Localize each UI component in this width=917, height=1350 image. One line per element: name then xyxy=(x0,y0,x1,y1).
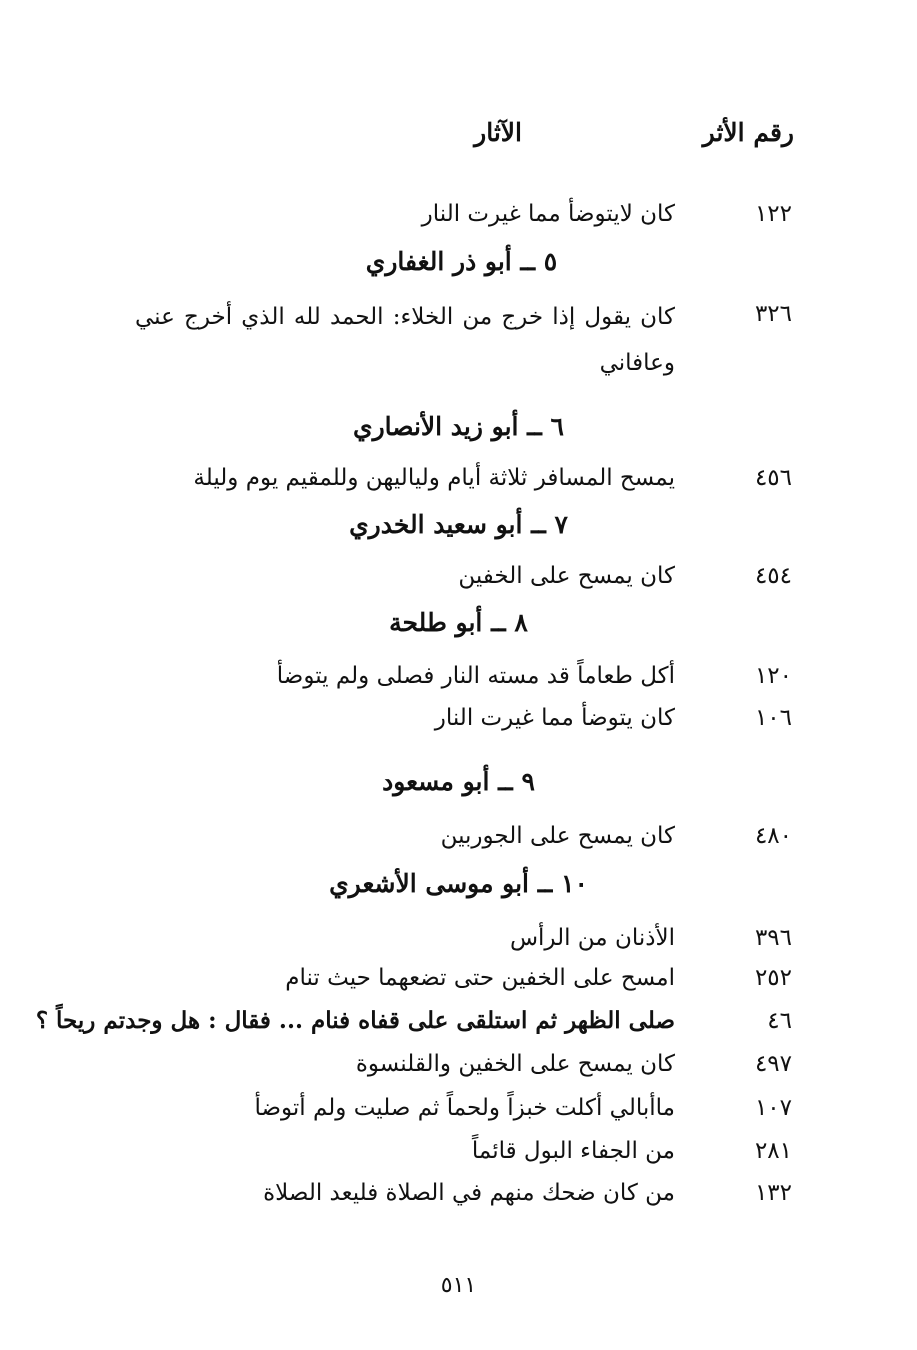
section-heading xyxy=(0,767,917,796)
entry-number: ٣٩٦ xyxy=(754,925,792,951)
table-row xyxy=(0,558,917,594)
entry-text: امسح على الخفين حتى تضعهما حيث تنام xyxy=(285,965,675,991)
entry-number: ٢٥٢ xyxy=(754,965,792,991)
section-title: ٨ ــ أبو طلحة xyxy=(389,608,528,637)
section-heading xyxy=(0,510,917,539)
entry-text: صلى الظهر ثم استلقى على قفاه فنام ... فقال : هل وجدتم ريحاً ؟ xyxy=(35,1007,675,1034)
entry-text: كان لايتوضأ مما غيرت النار xyxy=(421,201,675,227)
entry-number: ١٢٠ xyxy=(754,663,792,689)
table-row xyxy=(0,1133,917,1169)
entry-number: ١٠٧ xyxy=(754,1095,792,1121)
table-row xyxy=(0,960,917,996)
section-title: ١٠ ــ أبو موسى الأشعري xyxy=(329,869,588,898)
table-row xyxy=(0,1046,917,1082)
column-header-number: رقم الأثر xyxy=(702,118,794,147)
section-heading xyxy=(0,869,917,898)
entry-text: كان يقول إذا خرج من الخلاء: الحمد لله الذي أخرج عني وعافاني xyxy=(135,304,675,376)
entry-number: ١٠٦ xyxy=(754,705,792,731)
table-row xyxy=(0,294,917,384)
entry-number: ٢٨١ xyxy=(754,1138,792,1164)
entry-text: كان يمسح على الخفين xyxy=(458,563,675,589)
entry-text: يمسح المسافر ثلاثة أيام ولياليهن وللمقيم يوم وليلة xyxy=(193,465,675,491)
table-row xyxy=(0,818,917,854)
table-row xyxy=(0,1090,917,1126)
entry-text: الأذنان من الرأس xyxy=(509,925,675,951)
table-row xyxy=(0,196,917,232)
section-heading xyxy=(0,608,917,637)
entry-text: كان يمسح على الجوربين xyxy=(440,823,675,849)
entry-number: ٤٥٤ xyxy=(754,563,792,589)
table-row xyxy=(0,700,917,736)
table-row xyxy=(0,658,917,694)
table-row xyxy=(0,920,917,956)
section-heading xyxy=(0,412,917,441)
entry-text: كان يمسح على الخفين والقلنسوة xyxy=(355,1051,675,1077)
entry-number: ٤٨٠ xyxy=(754,823,792,849)
entry-number: ١٢٢ xyxy=(754,201,792,227)
section-title: ٩ ــ أبو مسعود xyxy=(382,767,535,796)
entry-text: ماأبالي أكلت خبزاً ولحماً ثم صليت ولم أتوضأ xyxy=(254,1095,675,1121)
column-header-title: الآثار xyxy=(474,118,522,147)
entry-number: ٤٦ xyxy=(767,1008,792,1034)
entry-text: أكل طعاماً قد مسته النار فصلى ولم يتوضأ xyxy=(276,663,675,689)
section-title: ٧ ــ أبو سعيد الخدري xyxy=(349,510,568,539)
entry-number: ١٣٢ xyxy=(754,1180,792,1206)
entry-text: كان يتوضأ مما غيرت النار xyxy=(434,705,675,731)
entry-number: ٤٩٧ xyxy=(754,1051,792,1077)
table-row xyxy=(0,1175,917,1211)
entry-number: ٤٥٦ xyxy=(754,465,792,491)
entry-number: ٣٢٦ xyxy=(754,301,792,327)
section-title: ٦ ــ أبو زيد الأنصاري xyxy=(353,412,564,441)
section-title: ٥ ــ أبو ذر الغفاري xyxy=(365,247,558,276)
page-number: ٥١١ xyxy=(440,1273,477,1298)
table-row xyxy=(0,1003,917,1039)
entry-text: من الجفاء البول قائماً xyxy=(471,1138,675,1164)
section-heading xyxy=(0,247,917,276)
entry-text: من كان ضحك منهم في الصلاة فليعد الصلاة xyxy=(263,1180,675,1206)
table-row xyxy=(0,460,917,496)
